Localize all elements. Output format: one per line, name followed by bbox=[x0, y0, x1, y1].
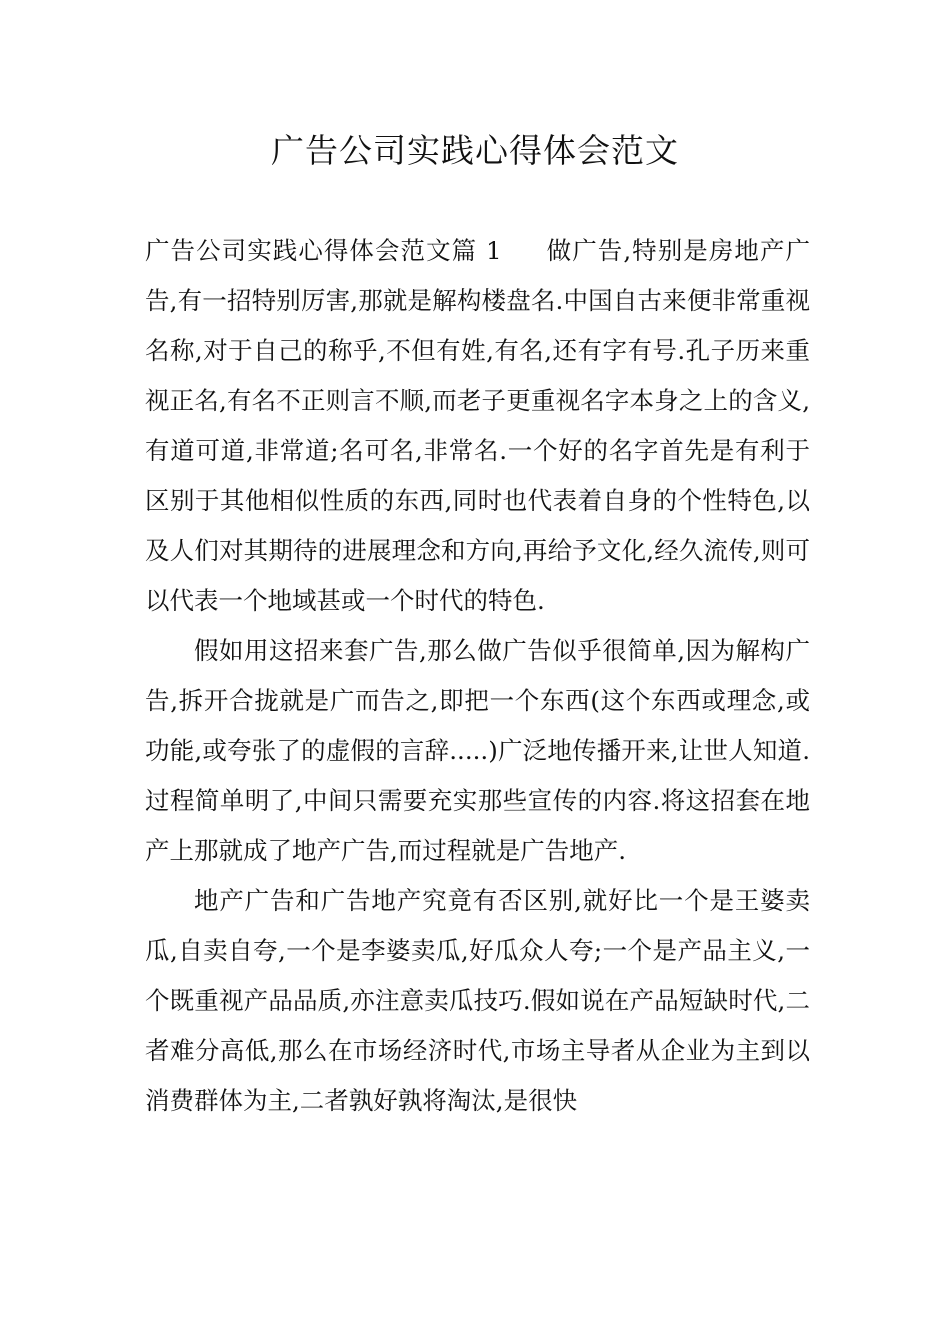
paragraph-1-text: 做广告,特别是房地产广告,有一招特别厉害,那就是解构楼盘名.中国自古来便非常重视名称,对于自己的称乎,不但有姓,有名,还有字有号.孔子历来重视正名,有名不正则言不顺,而老子更重视名字本身之上的含义,有道可道,非常道;名可名,非常名.一个好的名字首先是有利于区别于其他相似性质的东西,同时也代表着自身的个性特色,以及人们对其期待的进展理念和方向,再给予文化,经久流传,则可以代表一个地域甚或一个时代的特色. bbox=[145, 236, 810, 615]
document-body bbox=[145, 226, 810, 1126]
section-heading: 广告公司实践心得体会范文篇 1 bbox=[145, 236, 502, 265]
document-title: 广告公司实践心得体会范文 bbox=[271, 131, 679, 170]
paragraph-2: 假如用这招来套广告,那么做广告似乎很简单,因为解构广告,拆开合拢就是广而告之,即把一个东西(这个东西或理念,或功能,或夸张了的虚假的言辞.....)广泛地传播开来,让世人知道.过程简单明了,中间只需要充实那些宣传的内容.将这招套在地产上那就成了地产广告,而过程就是广告地产. bbox=[145, 636, 810, 865]
paragraph-3: 地产广告和广告地产究竟有否区别,就好比一个是王婆卖瓜,自卖自夸,一个是李婆卖瓜,好瓜众人夸;一个是产品主义,一个既重视产品品质,亦注意卖瓜技巧.假如说在产品短缺时代,二者难分高低,那么在市场经济时代,市场主导者从企业为主到以消费群体为主,二者孰好孰将淘汰,是很快 bbox=[145, 886, 810, 1115]
paragraph-1 bbox=[145, 226, 810, 626]
